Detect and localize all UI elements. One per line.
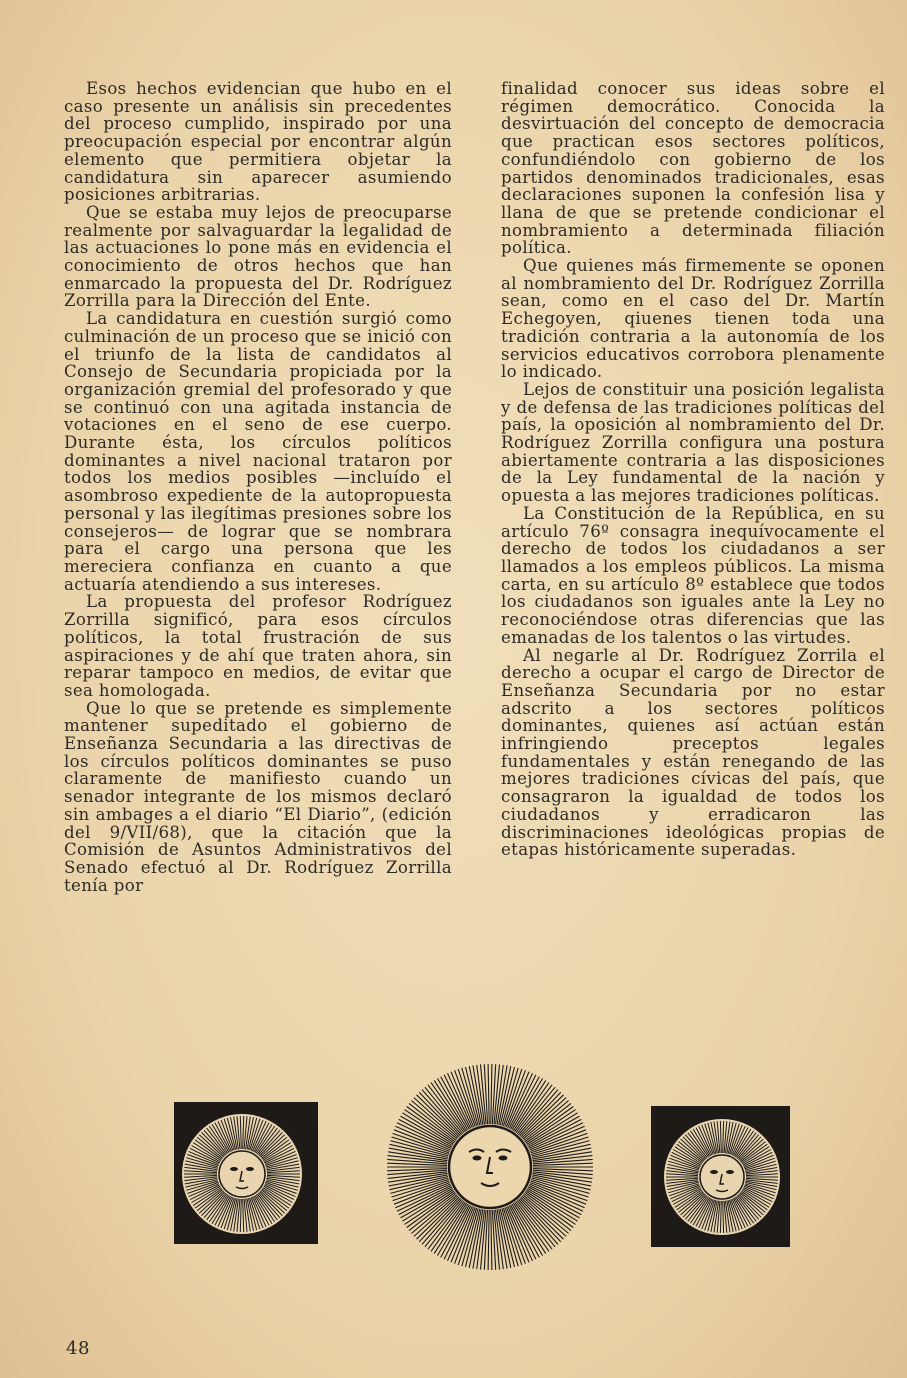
paragraph: Al negarle al Dr. Rodríguez Zorrila el derecho a ocupar el cargo de Director de Enseñanza Secundaria por no estar adscrito a los sectores políticos dominantes, quienes así actúan están infringiendo preceptos legales fundamentales y están renegando de las mejores tradiciones cívicas del país, que consagraron la igualdad de todos los ciudadanos y erradicaron las discriminaciones ideológicas propias de etapas históricamente superadas. (501, 645, 885, 860)
paragraph: Esos hechos evidencian que hubo en el caso presente un análisis sin precedentes del proceso cumplido, inspirado por una preocupación especial por encontrar algún elemento que permitiera objetar la candidatura sin aparecer asumiendo posiciones arbitrarias. (64, 79, 452, 205)
paragraph: Que lo que se pretende es simplemente mantener supeditado el gobierno de Enseñanza Secundaria a las directivas de los círculos políticos dominantes se puso claramente de manifiesto cuando un senador integrante de los mismos declaró sin ambages a el diario “El Diario”, (edición del 9/VII/68), que la citación que la Comisión de Asuntos Administrativos del Senado efectuó al Dr. Rodríguez Zorrilla tenía por (64, 698, 452, 895)
paragraph: La Constitución de la República, en su artículo 76º consagra inequívocamente el derecho de todos los ciudadanos a ser llamados a los empleos públicos. La misma carta, en su artículo 8º establece que todos los ciudadanos son iguales ante la Ley no reconociéndose otras diferencias que las emanadas de los talentos o las virtudes. (501, 503, 885, 647)
paragraph: Que se estaba muy lejos de preocuparse realmente por salvaguardar la legalidad de las actuaciones lo pone más en evidencia el conocimiento de otros hechos que han enmarcado la propuesta del Dr. Rodríguez Zorrilla para la Dirección del Ente. (64, 202, 452, 311)
paragraph: Lejos de constituir una posición legalista y de defensa de las tradiciones políticas del país, la oposición al nombramiento del Dr. Rodríguez Zorrilla configura una postura abiertamente contraria a las disposiciones de la Ley fundamental de la nación y opuesta a las mejores tradiciones políticas. (501, 379, 885, 506)
sun-face-square-icon (651, 1106, 790, 1247)
page-number: 48 (66, 1338, 90, 1359)
left-text-column (64, 80, 452, 894)
right-text-column (501, 80, 885, 859)
paragraph: La candidatura en cuestión surgió como culminación de un proceso que se inició con el triunfo de la lista de candidatos al Consejo de Secundaria propiciada por la organización gremial del profesorado y que se continuó con una agitada instancia de votaciones en el seno de ese cuerpo. Durante ésta, los círculos políticos dominantes a nivel nacional trataron por todos los medios posibles —incluído el asombroso expediente de la autopropuesta personal y las ilegítimas presiones sobre los consejeros— de lograr que se nombrara para el cargo una persona que les mereciera confianza en cuanto a que actuaría atendiendo a sus intereses. (64, 309, 452, 594)
sun-ornaments (0, 1055, 907, 1295)
sun-face-square-icon (174, 1102, 318, 1244)
paragraph: Que quienes más firmemente se oponen al nombramiento del Dr. Rodríguez Zorrilla sean, como en el caso del Dr. Martín Echegoyen, qiuenes tienen toda una tradición contraria a la autonomía de los servicios educativos corrobora plenamente lo indicado. (501, 256, 885, 382)
paragraph: La propuesta del profesor Rodríguez Zorrilla significó, para esos círculos políticos, la total frustración de sus aspiraciones y de ahí que traten ahora, sin reparar tampoco en medios, de evitar que sea homologada. (64, 592, 452, 700)
paragraph-continuation: finalidad conocer sus ideas sobre el régimen democrático. Conocida la desvirtuación del concepto de democracia que practican esos sectores políticos, confundiéndolo con gobierno de los partidos denominados tradicionales, esas declaraciones suponen la confesión lisa y llana de que se pretende condicionar el nombramiento a determinada filiación política. (501, 79, 885, 258)
sun-face-circle-icon (387, 1055, 593, 1281)
